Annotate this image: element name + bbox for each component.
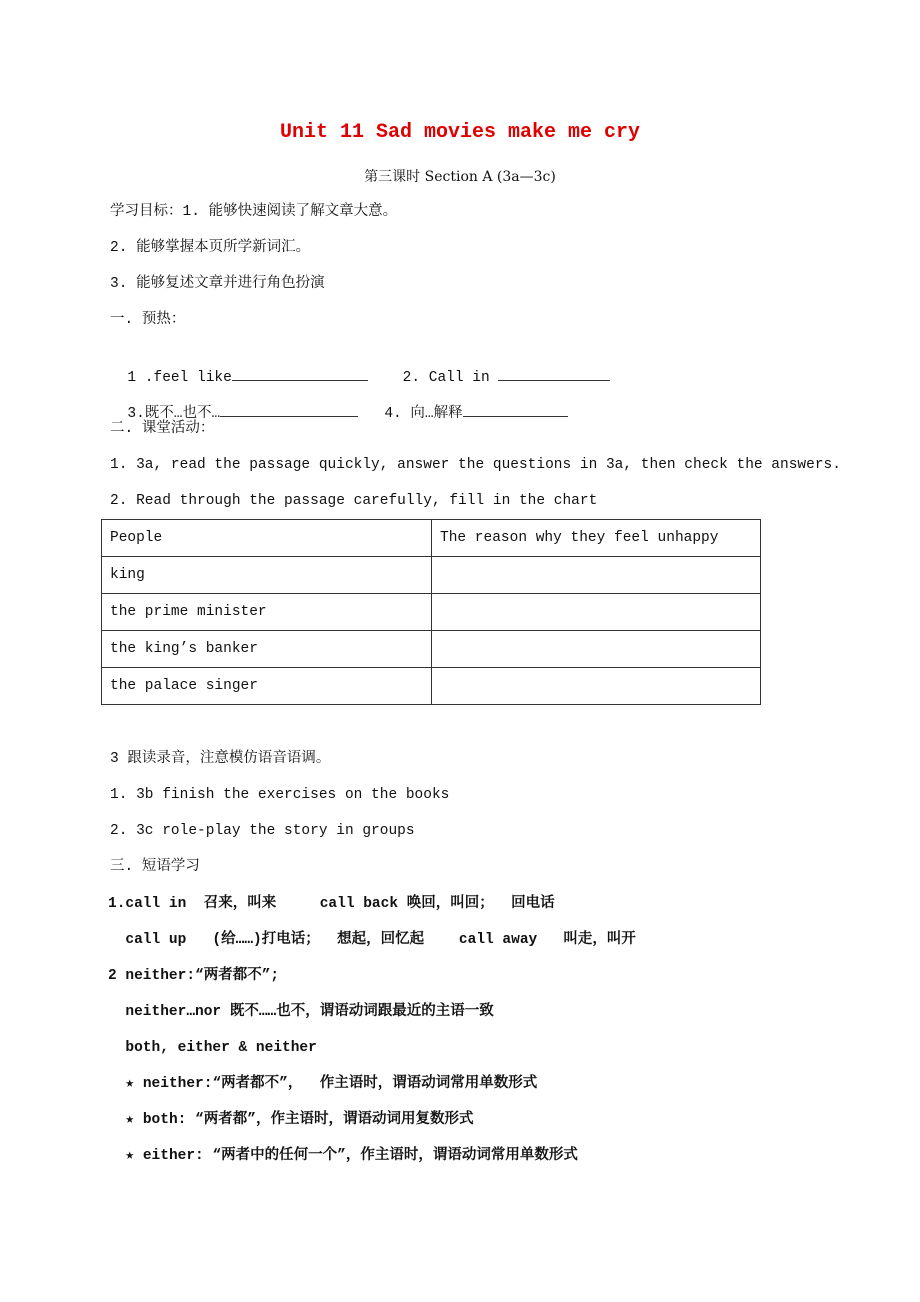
objective-1: 学习目标：1. 能够快速阅读了解文章大意。 xyxy=(110,204,398,220)
people-cell: the prime minister xyxy=(102,594,432,631)
table-header-row xyxy=(102,520,761,557)
table-row xyxy=(102,668,761,705)
page-subtitle: 第三课时 Section A (3a—3c) xyxy=(364,169,556,185)
activity-step-1: 1. 3a, read the passage quickly, answer the questions in 3a, then check the answers. xyxy=(110,457,841,473)
reason-cell[interactable] xyxy=(432,594,761,631)
preview-item-3: 3.既不…也不… xyxy=(127,406,221,422)
activity-step-2: 2. Read through the passage carefully, fill in the chart xyxy=(110,493,598,509)
exercise-1: 1. 3b finish the exercises on the books xyxy=(110,787,450,803)
reason-cell[interactable] xyxy=(432,557,761,594)
reason-cell[interactable] xyxy=(432,668,761,705)
column-header: The reason why they feel unhappy xyxy=(432,520,761,557)
phrase-line: neither…nor 既不……也不，谓语动词跟最近的主语一致 xyxy=(108,1004,494,1020)
phrase-line: ★ either: “两者中的任何一个”，作主语时，谓语动词常用单数形式 xyxy=(108,1148,578,1164)
answer-blank[interactable] xyxy=(220,402,358,417)
objective-3: 3. 能够复述文章并进行角色扮演 xyxy=(110,276,325,292)
answer-blank[interactable] xyxy=(463,402,568,417)
phrase-line: call up (给……)打电话； 想起，回忆起 call away 叫走，叫开 xyxy=(108,932,636,948)
exercise-2: 2. 3c role-play the story in groups xyxy=(110,823,415,839)
preview-heading: 一. 预热： xyxy=(110,312,186,328)
preview-item-1: 1 .feel like xyxy=(127,370,232,386)
objective-2: 2. 能够掌握本页所学新词汇。 xyxy=(110,240,311,256)
preview-row-2 xyxy=(110,382,568,424)
table-row xyxy=(102,594,761,631)
table-row xyxy=(102,631,761,668)
phrases-heading: 三. 短语学习 xyxy=(110,859,200,875)
reason-cell[interactable] xyxy=(432,631,761,668)
people-cell: the king’s banker xyxy=(102,631,432,668)
phrase-line: both, either & neither xyxy=(108,1040,317,1056)
answer-blank[interactable] xyxy=(498,366,610,381)
column-header: People xyxy=(102,520,432,557)
reason-chart xyxy=(101,519,761,705)
activity-heading: 二. 课堂活动： xyxy=(110,421,215,437)
people-cell: king xyxy=(102,557,432,594)
preview-item-2: 2. Call in xyxy=(402,370,499,386)
activity-step-3: 3 跟读录音，注意模仿语音语调。 xyxy=(110,751,331,767)
phrase-line: ★ neither:“两者都不”， 作主语时，谓语动词常用单数形式 xyxy=(108,1076,538,1092)
phrase-line: 2 neither:“两者都不”; xyxy=(108,968,280,984)
phrase-line: 1.call in 召来，叫来 call back 唤回，叫回； 回电话 xyxy=(108,896,555,912)
answer-blank[interactable] xyxy=(232,366,368,381)
people-cell: the palace singer xyxy=(102,668,432,705)
phrase-line: ★ both: “两者都”，作主语时，谓语动词用复数形式 xyxy=(108,1112,474,1128)
preview-item-4: 4. 向…解释 xyxy=(384,406,463,422)
table-row xyxy=(102,557,761,594)
page-title: Unit 11 Sad movies make me cry xyxy=(279,121,641,144)
